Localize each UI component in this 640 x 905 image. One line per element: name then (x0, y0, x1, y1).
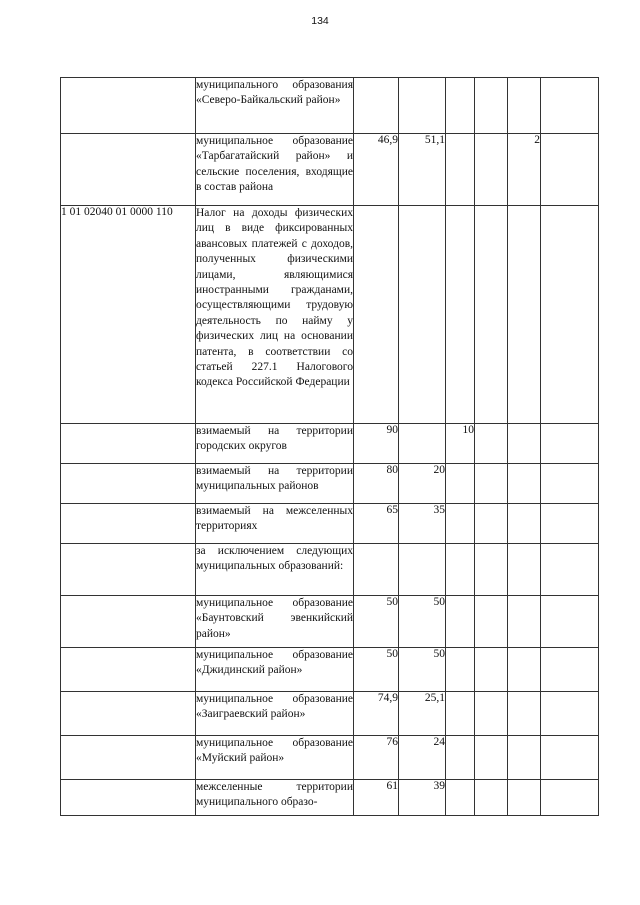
cell-code: 1 01 02040 01 0000 110 (61, 206, 196, 424)
cell-value (508, 464, 541, 504)
cell-empty (541, 206, 599, 424)
cell-value: 74,9 (354, 692, 399, 736)
cell-value (446, 78, 475, 134)
cell-name: взимаемый на межселенных территориях (196, 504, 354, 544)
cell-name: межселенные территории муниципального образо- (196, 780, 354, 816)
cell-value (446, 134, 475, 206)
cell-empty (541, 736, 599, 780)
table-row (61, 692, 599, 736)
cell-code (61, 736, 196, 780)
cell-name: Налог на доходы физических лиц в виде фиксированных авансовых платежей с доходов, полученных физическими лицами, являющимися иностранными гражданами, осуществляющими трудовую деятельность по найму у физических лиц на основании патента, в соответствии со статьей 227.1 Налогового кодекса Российской Федерации (196, 206, 354, 424)
cell-value (508, 424, 541, 464)
budget-table (60, 77, 599, 816)
cell-value (508, 596, 541, 648)
cell-value (354, 206, 399, 424)
cell-value: 65 (354, 504, 399, 544)
table-row (61, 504, 599, 544)
cell-value (508, 692, 541, 736)
cell-code (61, 544, 196, 596)
cell-empty (541, 78, 599, 134)
cell-value: 76 (354, 736, 399, 780)
cell-value (508, 736, 541, 780)
cell-value: 50 (399, 596, 446, 648)
cell-value (446, 692, 475, 736)
page-number: 134 (311, 15, 329, 27)
table-row (61, 424, 599, 464)
cell-value (399, 424, 446, 464)
cell-value (475, 648, 508, 692)
cell-name: муниципальное образование «Тарбагатайский район» и сельские поселения, входящие в состав района (196, 134, 354, 206)
table-row (61, 544, 599, 596)
cell-value: 90 (354, 424, 399, 464)
cell-code (61, 648, 196, 692)
table-body (61, 78, 599, 816)
cell-value (475, 206, 508, 424)
cell-value: 46,9 (354, 134, 399, 206)
cell-name: взимаемый на территории муниципальных районов (196, 464, 354, 504)
cell-value (475, 464, 508, 504)
table-row (61, 134, 599, 206)
cell-code (61, 134, 196, 206)
cell-value (446, 464, 475, 504)
table-row (61, 736, 599, 780)
table-row (61, 780, 599, 816)
cell-value: 50 (354, 648, 399, 692)
cell-value: 51,1 (399, 134, 446, 206)
cell-code (61, 78, 196, 134)
cell-value (508, 544, 541, 596)
cell-code (61, 464, 196, 504)
cell-empty (541, 596, 599, 648)
cell-value (475, 504, 508, 544)
cell-name: муниципальное образование «Джидинский район» (196, 648, 354, 692)
cell-empty (541, 780, 599, 816)
cell-value: 80 (354, 464, 399, 504)
cell-code (61, 596, 196, 648)
cell-value (475, 424, 508, 464)
cell-value (508, 78, 541, 134)
cell-value: 2 (508, 134, 541, 206)
cell-value (475, 692, 508, 736)
cell-value (475, 134, 508, 206)
table-row (61, 206, 599, 424)
cell-name: за исключением следующих муниципальных образований: (196, 544, 354, 596)
cell-value: 61 (354, 780, 399, 816)
cell-name: муниципального образования «Северо-Байкальский район» (196, 78, 354, 134)
cell-code (61, 504, 196, 544)
cell-value (508, 504, 541, 544)
cell-value (475, 544, 508, 596)
cell-value (508, 648, 541, 692)
cell-value: 24 (399, 736, 446, 780)
table-row (61, 78, 599, 134)
table-row (61, 596, 599, 648)
cell-value (354, 544, 399, 596)
cell-value (508, 206, 541, 424)
cell-value (399, 544, 446, 596)
cell-value (446, 736, 475, 780)
cell-empty (541, 134, 599, 206)
cell-value: 50 (399, 648, 446, 692)
cell-empty (541, 544, 599, 596)
cell-value (354, 78, 399, 134)
cell-value (475, 596, 508, 648)
cell-value (399, 206, 446, 424)
cell-empty (541, 424, 599, 464)
cell-value: 20 (399, 464, 446, 504)
cell-value (508, 780, 541, 816)
cell-value: 39 (399, 780, 446, 816)
cell-value (446, 596, 475, 648)
cell-code (61, 424, 196, 464)
cell-value (475, 78, 508, 134)
cell-value: 35 (399, 504, 446, 544)
cell-empty (541, 464, 599, 504)
cell-empty (541, 648, 599, 692)
cell-name: муниципальное образование «Муйский район» (196, 736, 354, 780)
cell-code (61, 692, 196, 736)
cell-name: взимаемый на территории городских округов (196, 424, 354, 464)
cell-value (446, 206, 475, 424)
cell-value (446, 504, 475, 544)
cell-empty (541, 504, 599, 544)
cell-value (446, 780, 475, 816)
cell-value: 50 (354, 596, 399, 648)
cell-code (61, 780, 196, 816)
cell-value (446, 544, 475, 596)
cell-name: муниципальное образование «Заиграевский район» (196, 692, 354, 736)
cell-value: 25,1 (399, 692, 446, 736)
cell-value (446, 648, 475, 692)
cell-value (399, 78, 446, 134)
cell-empty (541, 692, 599, 736)
table-row (61, 648, 599, 692)
cell-value: 10 (446, 424, 475, 464)
cell-value (475, 780, 508, 816)
cell-name: муниципальное образование «Баунтовский эвенкийский район» (196, 596, 354, 648)
table-row (61, 464, 599, 504)
cell-value (475, 736, 508, 780)
